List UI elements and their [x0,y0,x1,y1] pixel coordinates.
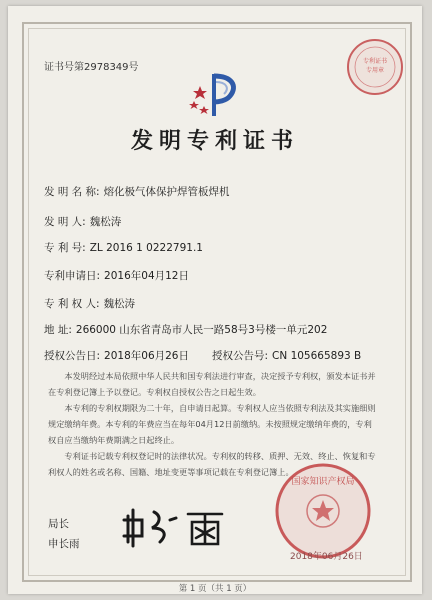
address-label: 地 址: [44,324,72,336]
director-title: 局长 [48,518,69,530]
invention-name-label: 发 明 名 称: [44,186,100,198]
patent-number-row [44,240,203,255]
inventor-label: 发 明 人: [44,216,86,228]
patent-office-emblem-icon [186,68,244,124]
invention-name-row [44,184,230,199]
page-title: 发明专利证书 [130,128,299,154]
filing-date-row [44,268,189,283]
patent-number-value: ZL 2016 1 0222791.1 [89,242,203,254]
page-footer: 第 1 页（共 1 页） [178,584,252,594]
body-paragraph-1: 本发明经过本局依照中华人民共和国专利法进行审查，决定授予专利权，颁发本证书并在专利登记簿上予以登记。专利权自授权公告之日起生效。 [48,371,376,397]
filing-date-label: 专利申请日: [44,270,101,282]
patent-number-label: 专 利 号: [44,242,86,254]
invention-name-value: 熔化极气体保护焊管板焊机 [103,186,230,198]
grant-number-value: CN 105665893 B [272,350,362,362]
svg-text:专用章: 专用章 [365,67,385,74]
address-row [44,322,327,337]
svg-text:专利证书: 专利证书 [362,58,388,65]
certificate-page [8,6,422,594]
seal-date: 2018年06月26日 [290,552,363,562]
patentee-row [44,296,135,311]
svg-text:国家知识产权局: 国家知识产权局 [291,477,355,487]
handwritten-signature [120,502,230,556]
inventor-row [44,214,121,229]
patentee-label: 专 利 权 人: [44,298,100,310]
body-paragraph-2: 本专利的专利权期限为二十年，自申请日起算。专利权人应当依照专利法及其实施细则规定缴纳年费。本专利的年费应当在每年04月12日前缴纳。未按照规定缴纳年费的，专利权自应当缴纳年费期满之日起终止。 [48,403,376,445]
certificate-number: 证书号第2978349号 [44,62,139,73]
grant-date-label: 授权公告日: [44,350,101,362]
grant-date-row [44,348,189,363]
body-paragraph-3: 专利证书记载专利权登记时的法律状况。专利权的转移、质押、无效、终止、恢复和专利权人的姓名或名称、国籍、地址变更等事项记载在专利登记簿上。 [48,451,376,477]
address-value: 266000 山东省青岛市人民一路58号3号楼一单元202 [75,324,328,336]
filing-date-value: 2016年04月12日 [104,270,189,282]
grant-number-row [212,348,361,363]
grant-number-label: 授权公告号: [212,350,269,362]
patentee-value: 魏松涛 [103,298,136,310]
inventor-value: 魏松涛 [89,216,122,228]
top-seal-stamp [346,38,404,100]
director-name: 申长雨 [48,538,80,550]
grant-date-value: 2018年06月26日 [104,350,189,362]
